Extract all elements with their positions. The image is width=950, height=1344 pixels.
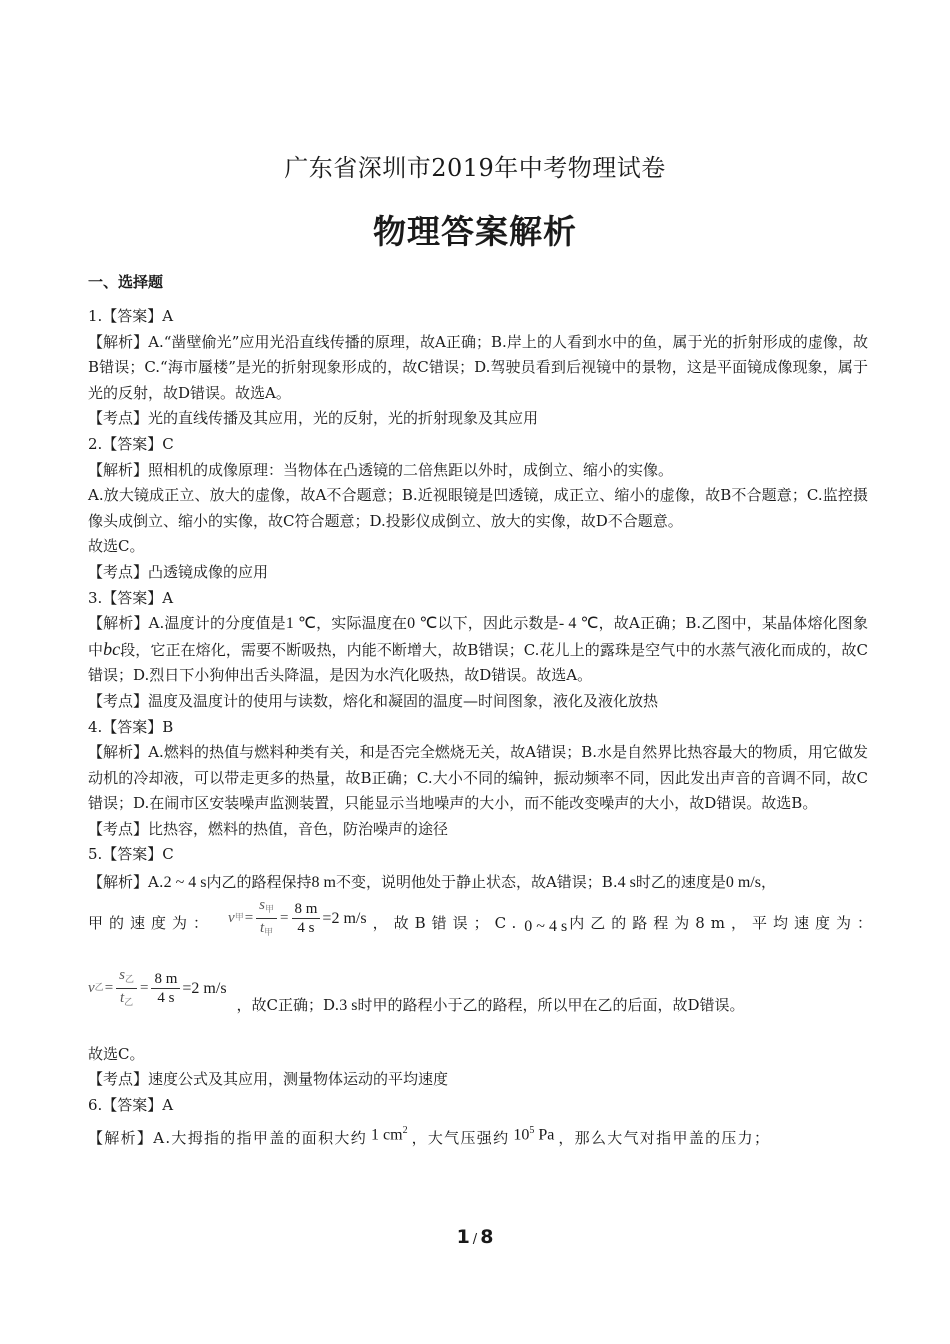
q6-value-1-text: 1 cm [371, 1126, 403, 1144]
formula-fraction [256, 896, 277, 941]
q3-analysis-text: ，实际温度在 [316, 614, 408, 633]
section-heading: 一、选择题 [88, 273, 164, 291]
q3-analysis [88, 611, 868, 689]
q5-analysis-line-1 [88, 870, 868, 896]
page-separator: / [472, 1232, 478, 1247]
velocity-formula-yi [88, 966, 227, 1011]
q3-analysis-text: 段，它正在熔化，需要不断吸热，内能不断增大，故B错误；C.花儿上的露珠是空气中的水蒸气液化而成的，故C错误；D.烈日下小狗伸出舌头降温，是因为水汽化吸热，故D错误。故选A。 [88, 640, 868, 685]
q6-value-2 [513, 1118, 554, 1148]
formula-subscript: 甲 [234, 912, 244, 923]
formula-equals: = [140, 979, 149, 996]
q5-text: 甲的速度为： [88, 913, 215, 932]
formula-symbol: v [228, 909, 235, 926]
q5-text: 不变，说明他处于静止状态，故A错误；B. [335, 873, 618, 892]
q5-analysis-line-3 [88, 960, 868, 1034]
exam-subtitle: 广东省深圳市2019年中考物理试卷 [284, 154, 666, 182]
q5-text: ， [760, 873, 776, 892]
q3-analysis-text: 以下，因此示数是 [437, 614, 559, 633]
formula-denominator: 4 s [157, 990, 175, 1007]
page-number [0, 1226, 950, 1248]
q5-point: 【考点】速度公式及其应用，测量物体运动的平均速度 [88, 1070, 449, 1089]
formula-result: =2 m/s [182, 979, 227, 997]
total-pages: 8 [480, 1226, 494, 1248]
q6-value-1 [371, 1118, 408, 1148]
q6-text: ，那么大气对指甲盖的压力； [558, 1128, 771, 1147]
formula-symbol: s [119, 967, 125, 984]
q3-value-3: - 4 ℃ [558, 615, 599, 633]
formula-numerator: 8 m [292, 900, 321, 919]
formula-equals: = [280, 909, 289, 926]
q5-text: 【解析】A. [88, 873, 164, 892]
q3-analysis-text: 【解析】A.温度计的分度值是 [88, 614, 286, 633]
formula-result: =2 m/s [322, 909, 367, 927]
q5-text: ，故B错误；C. [372, 913, 523, 932]
q6-text: 【解析】A.大拇指的指甲盖的面积大约 [88, 1128, 368, 1147]
q3-answer: 3.【答案】A [88, 588, 174, 607]
formula-subscript: 甲 [264, 927, 274, 938]
formula-fraction [292, 900, 321, 937]
q5-value-5: 0 ~ 4 s [524, 917, 568, 935]
page-title: 物理答案解析 [373, 212, 577, 251]
formula-symbol: v [88, 979, 95, 996]
formula-fraction [116, 966, 137, 1011]
q5-value-3: 4 s [617, 874, 636, 892]
q2-analysis-2: A.放大镜成正立、放大的虚像，故A不合题意；B.近视眼镜是凹透镜，成正立、缩小的虚像，故B不合题意；C.监控摄像头成倒立、缩小的实像，故C符合题意；D.投影仪成倒立、放大的实像，故D不合题意。 [88, 486, 868, 530]
q3-value-2: 0 ℃ [407, 615, 438, 633]
q2-conclusion: 故选C。 [88, 537, 145, 556]
formula-symbol: t [119, 990, 125, 1007]
q1-analysis: 【解析】A.“凿壁偷光”应用光沿直线传播的原理，故A正确；B.岸上的人看到水中的鱼，属于光的折射形成的虚像，故B错误；C.“海市蜃楼”是光的折射现象形成的，故C错误；D.驾驶员看到后视镜中的景物，这是平面镜成像现象，属于光的反射，故D错误。故选A。 [88, 332, 868, 402]
q3-value-4: bc [103, 638, 121, 659]
q2-answer: 2.【答案】C [88, 434, 174, 453]
q2-point: 【考点】凸透镜成像的应用 [88, 562, 269, 581]
q6-text: ，大气压强约 [411, 1128, 510, 1147]
q5-value-4: 0 m/s [725, 874, 761, 892]
q5-text: 内乙的路程为8m，平均速度为： [569, 913, 878, 932]
q6-analysis [88, 1120, 868, 1156]
q6-answer: 6.【答案】A [88, 1095, 174, 1114]
formula-subscript: 乙 [94, 982, 104, 993]
current-page: 1 [456, 1226, 470, 1248]
answer-body [88, 304, 878, 1156]
formula-denominator: 4 s [297, 920, 315, 937]
q5-value-1: 2 ~ 4 s [163, 874, 207, 892]
formula-subscript: 甲 [265, 904, 275, 915]
q2-analysis-1: 【解析】照相机的成像原理：当物体在凸透镜的二倍焦距以外时，成倒立、缩小的实像。 [88, 460, 674, 479]
q1-answer: 1.【答案】A [88, 307, 174, 325]
formula-symbol: s [259, 897, 266, 914]
q1-point: 【考点】光的直线传播及其应用，光的反射，光的折射现象及其应用 [88, 409, 539, 428]
q5-answer: 5.【答案】C [88, 845, 174, 864]
q6-value-2-sup: 5 [529, 1125, 535, 1137]
q5-text: 时乙的速度是 [635, 873, 726, 892]
formula-fraction [151, 970, 180, 1007]
q4-answer: 4.【答案】B [88, 717, 174, 736]
formula-numerator: 8 m [151, 970, 180, 989]
formula-equals: = [104, 979, 114, 996]
q5-text: ，故C正确；D. [236, 995, 340, 1014]
formula-symbol: t [260, 920, 265, 937]
q5-analysis-line-2 [88, 894, 878, 954]
formula-subscript: 乙 [125, 974, 135, 985]
formula-equals: = [244, 909, 254, 926]
q5-value-6: 3 s [339, 996, 358, 1014]
q6-value-2-text: 10 [513, 1126, 530, 1144]
q3-analysis-text: ，故A正确；B.乙图中，某晶体熔化图象中 [88, 614, 868, 659]
velocity-formula-jia [228, 896, 367, 941]
formula-subscript: 乙 [124, 997, 134, 1008]
q4-point: 【考点】比热容，燃料的热值，音色，防治噪声的途径 [88, 819, 449, 838]
q5-conclusion: 故选C。 [88, 1044, 145, 1063]
q3-value-1: 1 ℃ [285, 615, 317, 633]
q6-value-1-sup: 2 [402, 1125, 408, 1137]
q5-value-2: 8 m [311, 874, 336, 892]
q6-value-2-unit: Pa [538, 1126, 555, 1144]
q5-text: 时甲的路程小于乙的路程，所以甲在乙的后面，故D错误。 [357, 995, 745, 1014]
q5-text: 内乙的路程保持 [206, 873, 312, 892]
q4-analysis: 【解析】A.燃料的热值与燃料种类有关，和是否完全燃烧无关，故A错误；B.水是自然界比热容最大的物质，用它做发动机的冷却液，可以带走更多的热量，故B正确；C.大小不同的编钟，振动频率不同，因此发出声音的音调不同，故C错误；D.在闹市区安装噪声监测装置，只能显示当地噪声的大小，而不能改变噪声的大小，故D错误。故选B。 [88, 743, 868, 813]
q3-point: 【考点】温度及温度计的使用与读数，熔化和凝固的温度—时间图象，液化及液化放热 [88, 691, 659, 710]
